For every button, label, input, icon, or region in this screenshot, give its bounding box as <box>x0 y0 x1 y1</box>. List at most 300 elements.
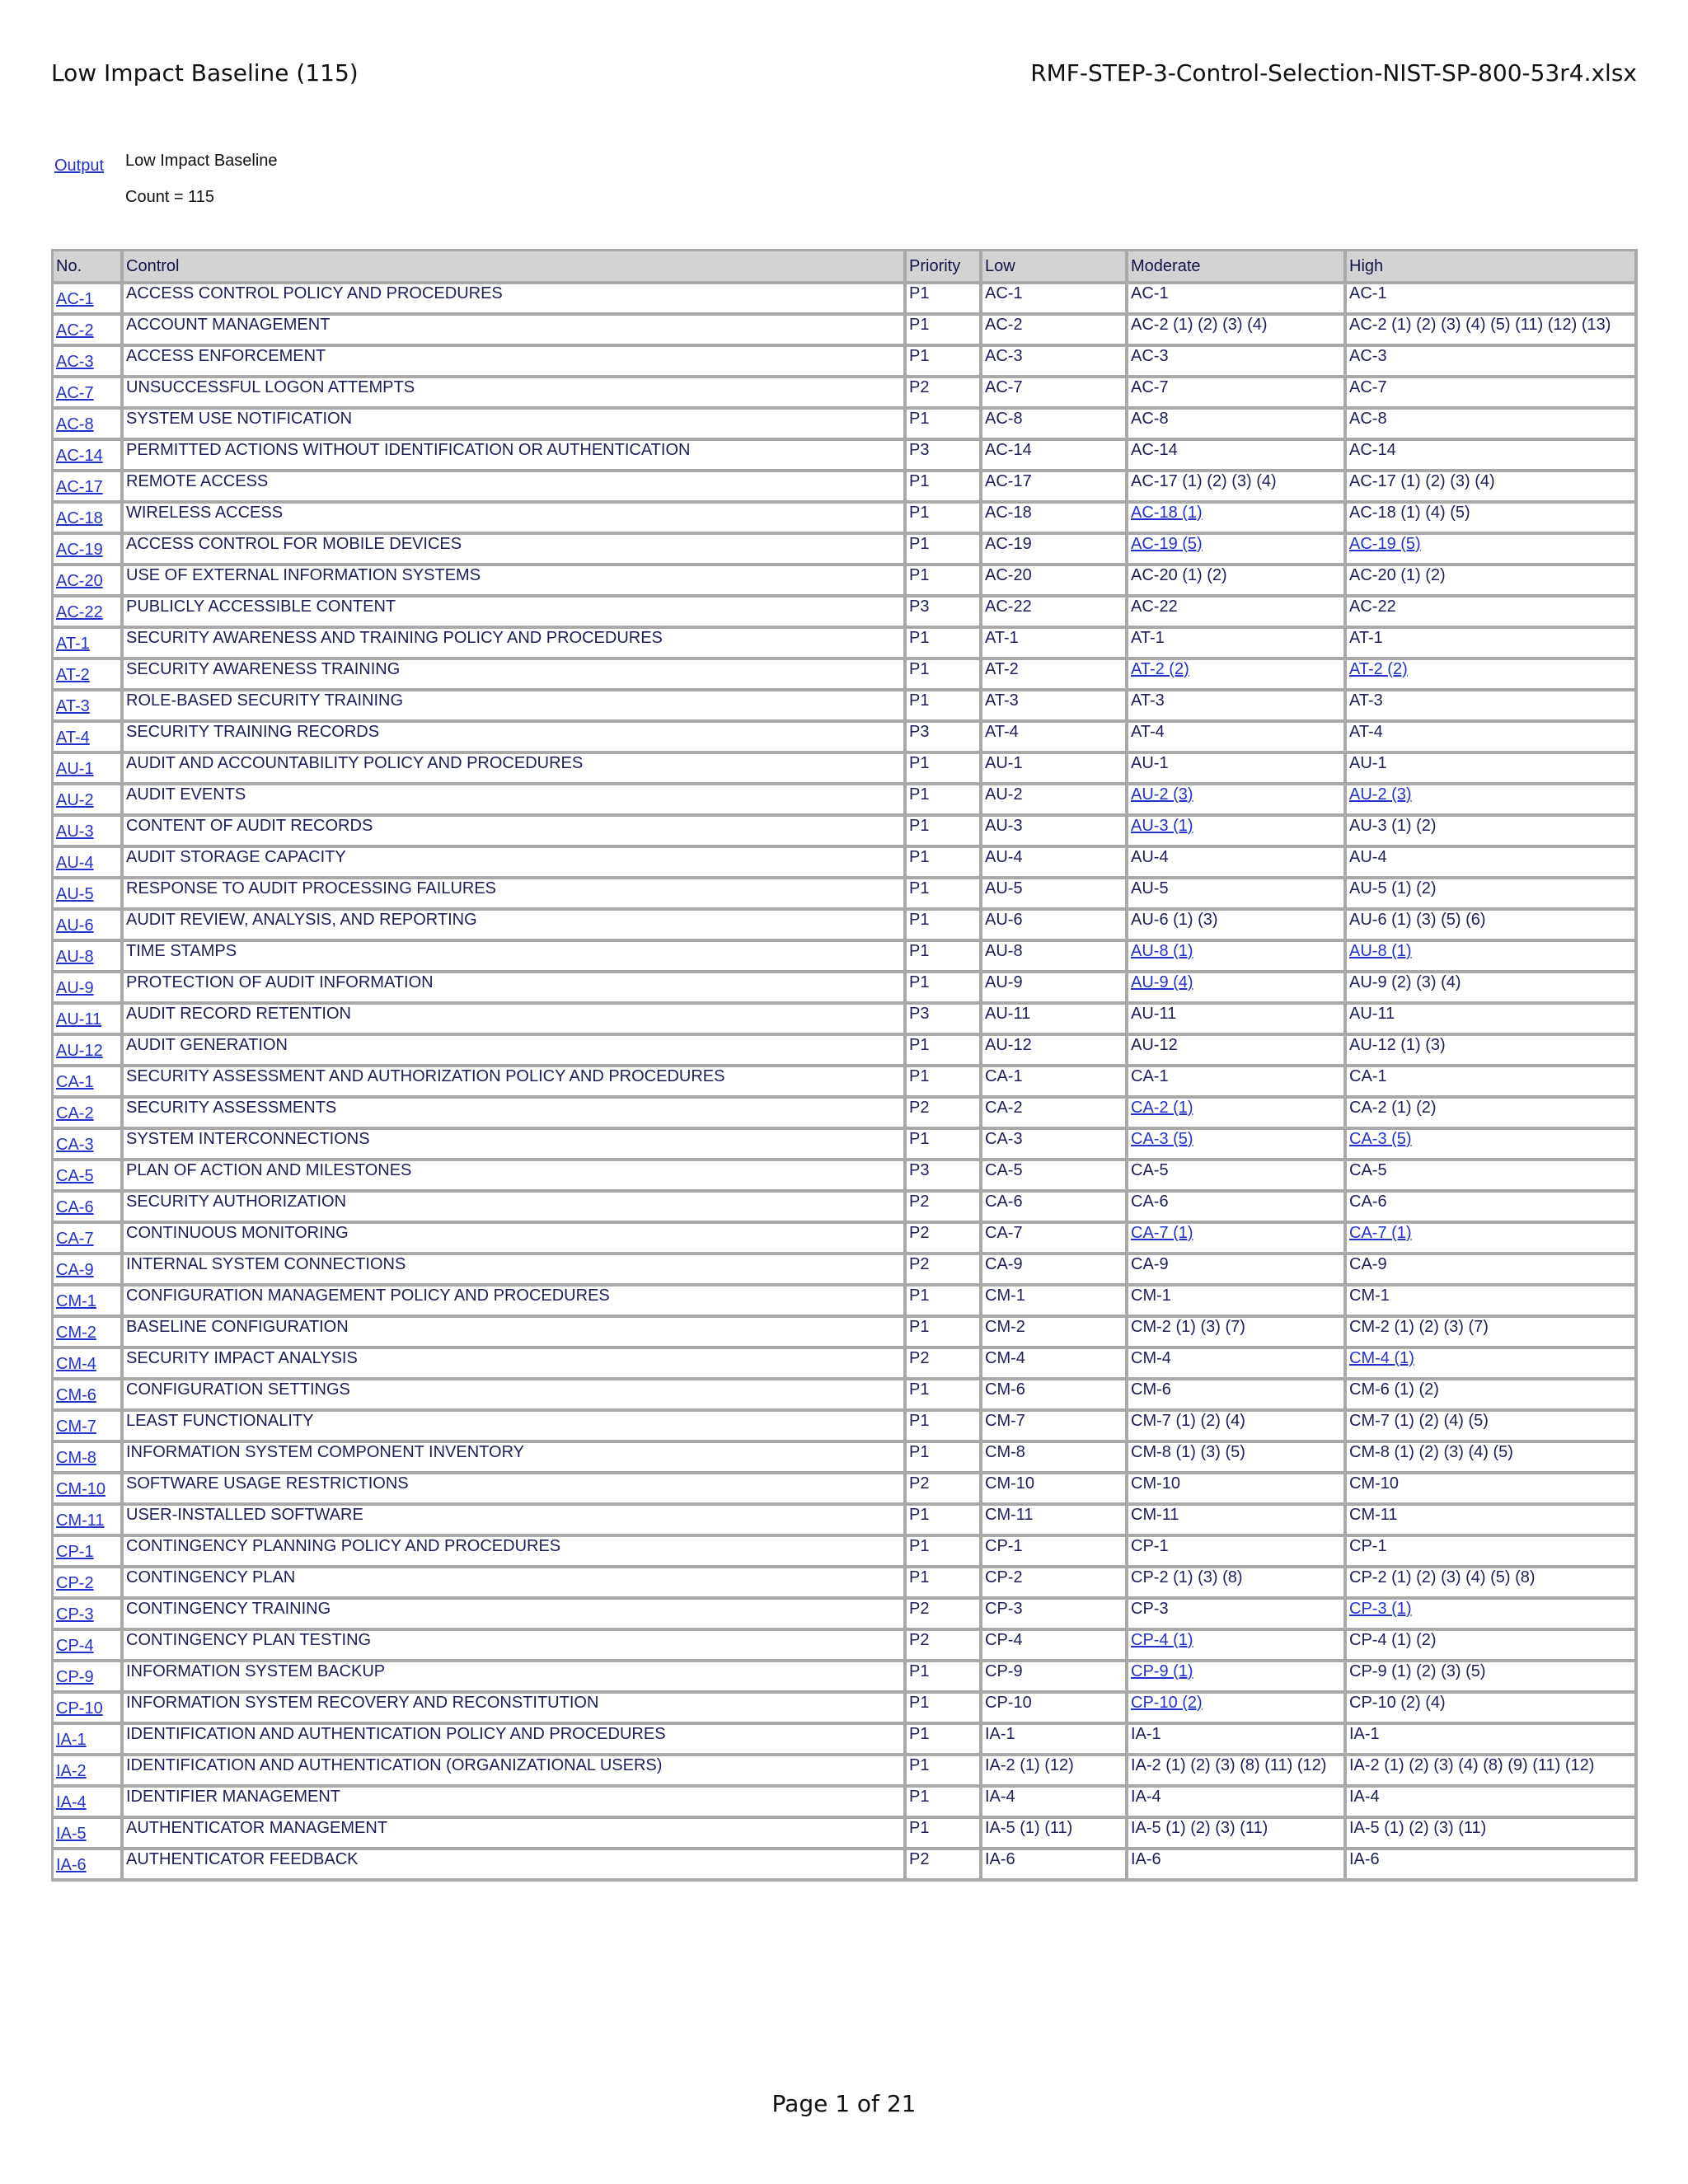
control-number-cell <box>54 284 124 316</box>
high-baseline-cell: AC-1 <box>1347 284 1638 316</box>
priority-cell: P2 <box>907 1255 982 1286</box>
table-row <box>54 410 1638 441</box>
control-number-cell <box>54 504 124 535</box>
table-row <box>54 1286 1638 1318</box>
control-number-link[interactable]: AU-11 <box>56 1010 102 1029</box>
control-number-link[interactable]: AT-3 <box>56 697 90 715</box>
priority-cell: P1 <box>907 1380 982 1412</box>
table-row <box>54 1537 1638 1568</box>
control-number-link[interactable]: AU-5 <box>56 885 94 903</box>
control-number-link[interactable]: AU-4 <box>56 854 94 872</box>
low-baseline-cell: CM-7 <box>982 1412 1128 1443</box>
moderate-baseline-cell: IA-1 <box>1128 1725 1347 1756</box>
control-number-link[interactable]: CA-9 <box>56 1261 94 1279</box>
col-header-priority: Priority <box>907 251 982 284</box>
control-name-cell: AUDIT AND ACCOUNTABILITY POLICY AND PROCEDURES <box>124 754 907 785</box>
control-number-cell <box>54 598 124 629</box>
priority-cell: P1 <box>907 284 982 316</box>
table-row <box>54 1412 1638 1443</box>
control-name-cell: INTERNAL SYSTEM CONNECTIONS <box>124 1255 907 1286</box>
control-number-link[interactable]: IA-6 <box>56 1856 87 1874</box>
low-baseline-cell: CM-6 <box>982 1380 1128 1412</box>
control-name-cell: AUDIT REVIEW, ANALYSIS, AND REPORTING <box>124 911 907 942</box>
high-baseline-cell <box>1347 942 1638 973</box>
control-number-cell <box>54 848 124 879</box>
moderate-baseline-link[interactable]: CA-2 (1) <box>1131 1099 1193 1117</box>
moderate-baseline-cell: CA-6 <box>1128 1193 1347 1224</box>
control-number-cell <box>54 410 124 441</box>
priority-cell: P1 <box>907 472 982 504</box>
high-baseline-cell: IA-6 <box>1347 1850 1638 1882</box>
high-baseline-cell: CM-8 (1) (2) (3) (4) (5) <box>1347 1443 1638 1474</box>
control-number-link[interactable]: AU-9 <box>56 979 94 997</box>
control-number-link[interactable]: CP-9 <box>56 1668 94 1686</box>
low-baseline-cell: AT-2 <box>982 660 1128 691</box>
control-number-cell <box>54 1067 124 1099</box>
control-number-cell <box>54 1694 124 1725</box>
col-header-no: No. <box>54 251 124 284</box>
control-number-cell <box>54 347 124 378</box>
high-baseline-cell: CA-2 (1) (2) <box>1347 1099 1638 1130</box>
table-row <box>54 785 1638 817</box>
priority-cell: P1 <box>907 785 982 817</box>
table-row <box>54 1474 1638 1506</box>
high-baseline-cell <box>1347 535 1638 566</box>
control-number-link[interactable]: CA-3 <box>56 1136 94 1154</box>
moderate-baseline-cell: CA-9 <box>1128 1255 1347 1286</box>
control-number-cell <box>54 911 124 942</box>
control-name-cell: SECURITY ASSESSMENT AND AUTHORIZATION POLICY AND PROCEDURES <box>124 1067 907 1099</box>
high-baseline-cell: CP-10 (2) (4) <box>1347 1694 1638 1725</box>
control-number-link[interactable]: AU-6 <box>56 916 94 935</box>
low-baseline-cell: CM-8 <box>982 1443 1128 1474</box>
moderate-baseline-cell: CP-1 <box>1128 1537 1347 1568</box>
table-row <box>54 1788 1638 1819</box>
control-number-link[interactable]: CM-11 <box>56 1511 105 1530</box>
control-number-link[interactable]: AU-12 <box>56 1042 103 1060</box>
control-number-link[interactable]: CP-1 <box>56 1543 94 1561</box>
low-baseline-cell: CM-4 <box>982 1349 1128 1380</box>
high-baseline-cell: IA-5 (1) (2) (3) (11) <box>1347 1819 1638 1850</box>
moderate-baseline-cell <box>1128 1224 1347 1255</box>
high-baseline-cell: AC-17 (1) (2) (3) (4) <box>1347 472 1638 504</box>
high-baseline-cell <box>1347 1349 1638 1380</box>
control-number-cell <box>54 1005 124 1036</box>
table-row <box>54 1224 1638 1255</box>
control-name-cell: USER-INSTALLED SOFTWARE <box>124 1506 907 1537</box>
control-number-cell <box>54 1099 124 1130</box>
high-baseline-cell: AC-8 <box>1347 410 1638 441</box>
low-baseline-cell: CA-2 <box>982 1099 1128 1130</box>
table-row <box>54 1694 1638 1725</box>
control-number-link[interactable]: CP-2 <box>56 1574 94 1592</box>
moderate-baseline-cell: CM-4 <box>1128 1349 1347 1380</box>
low-baseline-cell: AC-1 <box>982 284 1128 316</box>
control-number-cell <box>54 1662 124 1694</box>
moderate-baseline-cell: CP-2 (1) (3) (8) <box>1128 1568 1347 1600</box>
high-baseline-cell: AC-18 (1) (4) (5) <box>1347 504 1638 535</box>
moderate-baseline-cell: IA-5 (1) (2) (3) (11) <box>1128 1819 1347 1850</box>
control-number-link[interactable]: AC-8 <box>56 415 94 434</box>
table-row <box>54 1318 1638 1349</box>
control-number-link[interactable]: IA-4 <box>56 1793 87 1811</box>
table-row <box>54 566 1638 598</box>
control-number-link[interactable]: IA-5 <box>56 1825 87 1843</box>
table-row <box>54 1380 1638 1412</box>
control-name-cell: CONTINGENCY TRAINING <box>124 1600 907 1631</box>
control-name-cell: CONTENT OF AUDIT RECORDS <box>124 817 907 848</box>
moderate-baseline-cell: IA-4 <box>1128 1788 1347 1819</box>
control-name-cell: PROTECTION OF AUDIT INFORMATION <box>124 973 907 1005</box>
control-name-cell: BASELINE CONFIGURATION <box>124 1318 907 1349</box>
priority-cell: P2 <box>907 1224 982 1255</box>
control-name-cell: SECURITY AUTHORIZATION <box>124 1193 907 1224</box>
moderate-baseline-cell: AT-3 <box>1128 691 1347 723</box>
low-baseline-cell: IA-6 <box>982 1850 1128 1882</box>
baseline-label: Low Impact Baseline <box>125 152 278 170</box>
priority-cell: P1 <box>907 942 982 973</box>
low-baseline-cell: CP-10 <box>982 1694 1128 1725</box>
moderate-baseline-cell <box>1128 973 1347 1005</box>
priority-cell: P1 <box>907 1756 982 1788</box>
moderate-baseline-link[interactable]: AT-2 (2) <box>1131 660 1189 678</box>
control-number-link[interactable]: AC-3 <box>56 353 94 371</box>
control-name-cell: SECURITY ASSESSMENTS <box>124 1099 907 1130</box>
control-number-link[interactable]: AC-7 <box>56 384 94 402</box>
priority-cell: P3 <box>907 598 982 629</box>
priority-cell: P1 <box>907 691 982 723</box>
control-number-cell <box>54 942 124 973</box>
control-number-cell <box>54 1850 124 1882</box>
control-number-link[interactable]: AU-2 <box>56 791 94 809</box>
page-header <box>51 59 1637 96</box>
control-number-link[interactable]: AC-1 <box>56 290 94 308</box>
table-row <box>54 1568 1638 1600</box>
control-number-cell <box>54 1255 124 1286</box>
high-baseline-link[interactable]: CA-3 (5) <box>1349 1130 1412 1148</box>
moderate-baseline-cell: IA-2 (1) (2) (3) (8) (11) (12) <box>1128 1756 1347 1788</box>
table-row <box>54 848 1638 879</box>
control-number-link[interactable]: CM-10 <box>56 1480 106 1498</box>
priority-cell: P1 <box>907 1036 982 1067</box>
controls-table <box>51 249 1638 1882</box>
table-row <box>54 942 1638 973</box>
control-number-link[interactable]: AC-22 <box>56 603 103 621</box>
priority-cell: P2 <box>907 1631 982 1662</box>
high-baseline-cell: AC-14 <box>1347 441 1638 472</box>
priority-cell: P2 <box>907 1099 982 1130</box>
control-number-cell <box>54 879 124 911</box>
moderate-baseline-link[interactable]: CP-10 (2) <box>1131 1694 1203 1712</box>
control-number-link[interactable]: CM-1 <box>56 1292 96 1310</box>
control-number-cell <box>54 817 124 848</box>
control-number-link[interactable]: AC-20 <box>56 572 103 590</box>
control-number-link[interactable]: CM-2 <box>56 1324 96 1342</box>
control-name-cell: IDENTIFIER MANAGEMENT <box>124 1788 907 1819</box>
moderate-baseline-link[interactable]: CA-3 (5) <box>1131 1130 1193 1148</box>
control-name-cell: AUDIT RECORD RETENTION <box>124 1005 907 1036</box>
moderate-baseline-cell: AU-6 (1) (3) <box>1128 911 1347 942</box>
control-number-link[interactable]: AC-17 <box>56 478 103 496</box>
control-number-cell <box>54 973 124 1005</box>
control-number-link[interactable]: CM-4 <box>56 1355 96 1373</box>
priority-cell: P1 <box>907 535 982 566</box>
low-baseline-cell: CA-7 <box>982 1224 1128 1255</box>
control-number-cell <box>54 1756 124 1788</box>
priority-cell: P1 <box>907 347 982 378</box>
control-name-cell: CONFIGURATION MANAGEMENT POLICY AND PROCEDURES <box>124 1286 907 1318</box>
high-baseline-link[interactable]: AC-19 (5) <box>1349 535 1421 553</box>
low-baseline-cell: AC-22 <box>982 598 1128 629</box>
control-number-link[interactable]: CA-6 <box>56 1198 94 1216</box>
control-number-cell <box>54 566 124 598</box>
control-name-cell: ROLE-BASED SECURITY TRAINING <box>124 691 907 723</box>
low-baseline-cell: AT-3 <box>982 691 1128 723</box>
low-baseline-cell: AU-3 <box>982 817 1128 848</box>
control-number-cell <box>54 1224 124 1255</box>
high-baseline-link[interactable]: CP-3 (1) <box>1349 1600 1412 1618</box>
low-baseline-cell: CP-9 <box>982 1662 1128 1694</box>
control-number-cell <box>54 1537 124 1568</box>
moderate-baseline-link[interactable]: AU-3 (1) <box>1131 817 1193 835</box>
control-number-link[interactable]: AU-3 <box>56 823 94 841</box>
low-baseline-cell: AC-19 <box>982 535 1128 566</box>
moderate-baseline-cell: CM-10 <box>1128 1474 1347 1506</box>
high-baseline-link[interactable]: CA-7 (1) <box>1349 1224 1412 1242</box>
moderate-baseline-cell: AU-1 <box>1128 754 1347 785</box>
table-row <box>54 1756 1638 1788</box>
control-number-cell <box>54 1631 124 1662</box>
high-baseline-cell: AU-6 (1) (3) (5) (6) <box>1347 911 1638 942</box>
count-label: Count = 115 <box>125 188 215 206</box>
high-baseline-cell: CA-6 <box>1347 1193 1638 1224</box>
priority-cell: P2 <box>907 1600 982 1631</box>
control-name-cell: CONTINUOUS MONITORING <box>124 1224 907 1255</box>
moderate-baseline-link[interactable]: AU-2 (3) <box>1131 785 1193 804</box>
high-baseline-link[interactable]: AT-2 (2) <box>1349 660 1408 678</box>
moderate-baseline-cell <box>1128 942 1347 973</box>
control-number-link[interactable]: AC-14 <box>56 447 103 465</box>
control-name-cell: PLAN OF ACTION AND MILESTONES <box>124 1161 907 1193</box>
moderate-baseline-cell: AC-17 (1) (2) (3) (4) <box>1128 472 1347 504</box>
control-name-cell: AUTHENTICATOR MANAGEMENT <box>124 1819 907 1850</box>
table-row <box>54 535 1638 566</box>
table-row <box>54 1349 1638 1380</box>
table-row <box>54 378 1638 410</box>
priority-cell: P1 <box>907 973 982 1005</box>
moderate-baseline-cell: AC-8 <box>1128 410 1347 441</box>
table-row <box>54 1255 1638 1286</box>
control-name-cell: IDENTIFICATION AND AUTHENTICATION POLICY AND PROCEDURES <box>124 1725 907 1756</box>
control-name-cell: AUTHENTICATOR FEEDBACK <box>124 1850 907 1882</box>
moderate-baseline-cell: AC-1 <box>1128 284 1347 316</box>
control-number-link[interactable]: CP-4 <box>56 1637 94 1655</box>
moderate-baseline-cell <box>1128 1662 1347 1694</box>
low-baseline-cell: IA-4 <box>982 1788 1128 1819</box>
priority-cell: P1 <box>907 566 982 598</box>
low-baseline-cell: CP-2 <box>982 1568 1128 1600</box>
col-header-moderate: Moderate <box>1128 251 1347 284</box>
low-baseline-cell: CM-1 <box>982 1286 1128 1318</box>
control-number-link[interactable]: CA-5 <box>56 1167 94 1185</box>
high-baseline-cell: AU-5 (1) (2) <box>1347 879 1638 911</box>
moderate-baseline-cell: AC-20 (1) (2) <box>1128 566 1347 598</box>
priority-cell: P1 <box>907 1662 982 1694</box>
moderate-baseline-link[interactable]: CA-7 (1) <box>1131 1224 1193 1242</box>
control-number-cell <box>54 472 124 504</box>
control-number-cell <box>54 1474 124 1506</box>
priority-cell: P3 <box>907 1005 982 1036</box>
control-name-cell: UNSUCCESSFUL LOGON ATTEMPTS <box>124 378 907 410</box>
moderate-baseline-link[interactable]: CP-4 (1) <box>1131 1631 1193 1649</box>
moderate-baseline-cell: CM-7 (1) (2) (4) <box>1128 1412 1347 1443</box>
high-baseline-cell: AU-4 <box>1347 848 1638 879</box>
moderate-baseline-cell: CM-6 <box>1128 1380 1347 1412</box>
control-number-link[interactable]: IA-2 <box>56 1762 87 1780</box>
controls-table-wrapper <box>51 249 1635 1882</box>
low-baseline-cell: CM-10 <box>982 1474 1128 1506</box>
control-number-cell <box>54 1412 124 1443</box>
low-baseline-cell: IA-5 (1) (11) <box>982 1819 1128 1850</box>
moderate-baseline-cell: CA-5 <box>1128 1161 1347 1193</box>
control-number-link[interactable]: AU-1 <box>56 760 94 778</box>
high-baseline-cell <box>1347 785 1638 817</box>
high-baseline-cell: AU-12 (1) (3) <box>1347 1036 1638 1067</box>
priority-cell: P1 <box>907 1067 982 1099</box>
control-number-link[interactable]: CA-1 <box>56 1073 94 1091</box>
low-baseline-cell: AC-8 <box>982 410 1128 441</box>
table-row <box>54 723 1638 754</box>
control-number-link[interactable]: AT-1 <box>56 635 90 653</box>
moderate-baseline-cell: AC-7 <box>1128 378 1347 410</box>
control-number-cell <box>54 1036 124 1067</box>
control-number-link[interactable]: AC-2 <box>56 321 94 340</box>
high-baseline-cell: CA-5 <box>1347 1161 1638 1193</box>
moderate-baseline-cell <box>1128 785 1347 817</box>
priority-cell: P2 <box>907 1850 982 1882</box>
control-number-cell <box>54 316 124 347</box>
control-number-cell <box>54 1193 124 1224</box>
high-baseline-cell: CA-1 <box>1347 1067 1638 1099</box>
priority-cell: P3 <box>907 723 982 754</box>
table-row <box>54 817 1638 848</box>
high-baseline-link[interactable]: AU-2 (3) <box>1349 785 1412 804</box>
control-name-cell: USE OF EXTERNAL INFORMATION SYSTEMS <box>124 566 907 598</box>
output-link[interactable]: Output <box>54 157 105 175</box>
priority-cell: P3 <box>907 441 982 472</box>
high-baseline-cell: AU-1 <box>1347 754 1638 785</box>
control-number-link[interactable]: CM-7 <box>56 1418 96 1436</box>
control-number-cell <box>54 1725 124 1756</box>
priority-cell: P2 <box>907 1349 982 1380</box>
high-baseline-cell <box>1347 660 1638 691</box>
control-number-link[interactable]: AC-18 <box>56 509 103 527</box>
control-number-link[interactable]: CM-8 <box>56 1449 96 1467</box>
moderate-baseline-link[interactable]: AU-9 (4) <box>1131 973 1193 991</box>
high-baseline-cell <box>1347 1224 1638 1255</box>
priority-cell: P1 <box>907 410 982 441</box>
high-baseline-cell: CP-1 <box>1347 1537 1638 1568</box>
high-baseline-cell: AT-3 <box>1347 691 1638 723</box>
moderate-baseline-link[interactable]: AU-8 (1) <box>1131 942 1193 960</box>
control-number-link[interactable]: AT-2 <box>56 666 90 684</box>
control-name-cell: AUDIT EVENTS <box>124 785 907 817</box>
priority-cell: P1 <box>907 1506 982 1537</box>
table-row <box>54 754 1638 785</box>
moderate-baseline-cell: IA-6 <box>1128 1850 1347 1882</box>
table-row <box>54 472 1638 504</box>
low-baseline-cell: AC-7 <box>982 378 1128 410</box>
control-name-cell: TIME STAMPS <box>124 942 907 973</box>
control-number-cell <box>54 1443 124 1474</box>
control-number-cell <box>54 1380 124 1412</box>
low-baseline-cell: CP-1 <box>982 1537 1128 1568</box>
control-number-link[interactable]: AC-19 <box>56 541 103 559</box>
low-baseline-cell: CA-6 <box>982 1193 1128 1224</box>
control-name-cell: SYSTEM USE NOTIFICATION <box>124 410 907 441</box>
high-baseline-cell <box>1347 1130 1638 1161</box>
control-name-cell: AUDIT GENERATION <box>124 1036 907 1067</box>
high-baseline-cell: AT-4 <box>1347 723 1638 754</box>
control-number-link[interactable]: IA-1 <box>56 1731 87 1749</box>
control-number-link[interactable]: AU-8 <box>56 948 94 966</box>
priority-cell: P1 <box>907 1537 982 1568</box>
control-name-cell: REMOTE ACCESS <box>124 472 907 504</box>
high-baseline-cell: CM-10 <box>1347 1474 1638 1506</box>
control-number-link[interactable]: CM-6 <box>56 1386 96 1404</box>
priority-cell: P1 <box>907 316 982 347</box>
control-number-link[interactable]: CP-10 <box>56 1699 103 1718</box>
control-number-cell <box>54 1819 124 1850</box>
priority-cell: P2 <box>907 1193 982 1224</box>
moderate-baseline-link[interactable]: AC-19 (5) <box>1131 535 1203 553</box>
control-name-cell: CONTINGENCY PLANNING POLICY AND PROCEDURES <box>124 1537 907 1568</box>
control-number-link[interactable]: CP-3 <box>56 1605 94 1624</box>
high-baseline-cell: IA-4 <box>1347 1788 1638 1819</box>
table-row <box>54 1850 1638 1882</box>
control-name-cell: CONFIGURATION SETTINGS <box>124 1380 907 1412</box>
baseline-meta <box>54 152 796 218</box>
high-baseline-link[interactable]: AU-8 (1) <box>1349 942 1412 960</box>
moderate-baseline-link[interactable]: CP-9 (1) <box>1131 1662 1193 1680</box>
control-number-cell <box>54 1286 124 1318</box>
control-name-cell: SYSTEM INTERCONNECTIONS <box>124 1130 907 1161</box>
moderate-baseline-cell <box>1128 1694 1347 1725</box>
header-filename: RMF-STEP-3-Control-Selection-NIST-SP-800-53r4.xlsx <box>1030 59 1637 87</box>
control-number-link[interactable]: CA-2 <box>56 1104 94 1122</box>
control-number-cell <box>54 723 124 754</box>
table-row <box>54 629 1638 660</box>
moderate-baseline-link[interactable]: AC-18 (1) <box>1131 504 1203 522</box>
low-baseline-cell: AU-2 <box>982 785 1128 817</box>
control-number-link[interactable]: AT-4 <box>56 729 90 747</box>
high-baseline-cell: AT-1 <box>1347 629 1638 660</box>
priority-cell: P1 <box>907 1568 982 1600</box>
high-baseline-cell: AC-22 <box>1347 598 1638 629</box>
control-number-link[interactable]: CA-7 <box>56 1230 94 1248</box>
table-row <box>54 598 1638 629</box>
control-number-cell <box>54 378 124 410</box>
low-baseline-cell: AC-20 <box>982 566 1128 598</box>
high-baseline-link[interactable]: CM-4 (1) <box>1349 1349 1414 1367</box>
low-baseline-cell: CA-9 <box>982 1255 1128 1286</box>
moderate-baseline-cell <box>1128 1099 1347 1130</box>
control-number-cell <box>54 1130 124 1161</box>
table-row <box>54 691 1638 723</box>
control-number-cell <box>54 1161 124 1193</box>
low-baseline-cell: AC-3 <box>982 347 1128 378</box>
table-row <box>54 1819 1638 1850</box>
